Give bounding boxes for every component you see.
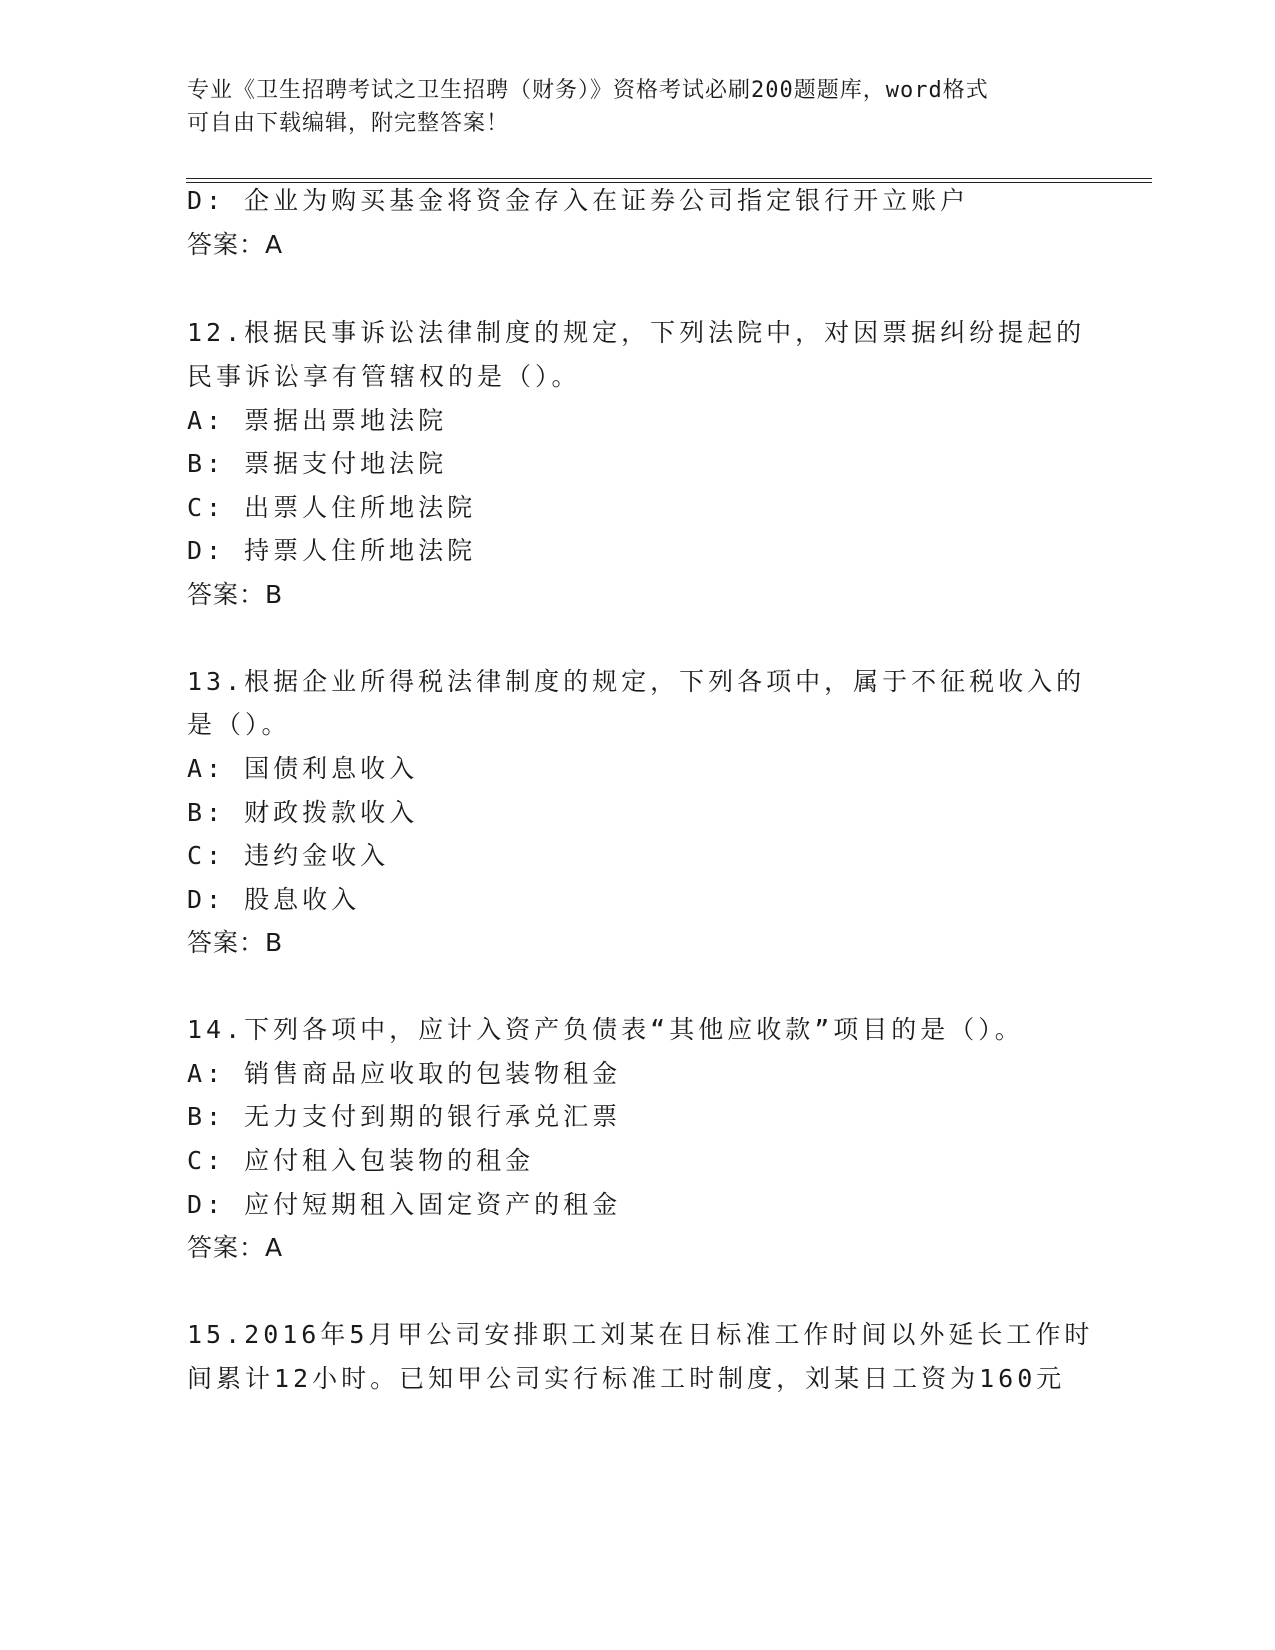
q13-option-a: A: 国债利息收入 [187,754,419,783]
q13-stem-line-1: 13.根据企业所得税法律制度的规定，下列各项中，属于不征税收入的 [187,667,1086,696]
q14-option-a: A: 销售商品应收取的包装物租金 [187,1059,622,1088]
q15-stem-line-2: 间累计12小时。已知甲公司实行标准工时制度，刘某日工资为160元 [187,1364,1066,1393]
q12-stem-line-1: 12.根据民事诉讼法律制度的规定，下列法院中，对因票据纠纷提起的 [187,318,1086,347]
q13-option-c: C: 违约金收入 [187,841,390,870]
q12-stem-line-2: 民事诉讼享有管辖权的是（）。 [187,362,581,391]
header-divider [186,178,1152,183]
q12-option-c: C: 出票人住所地法院 [187,493,477,522]
q14-option-c: C: 应付租入包装物的租金 [187,1146,535,1175]
q12-option-b: B: 票据支付地法院 [187,449,448,478]
q12-option-d: D: 持票人住所地法院 [187,536,477,565]
q13-option-b: B: 财政拨款收入 [187,798,419,827]
q12-answer: 答案：B [187,580,284,609]
q13-option-d: D: 股息收入 [187,885,361,914]
q14-option-d: D: 应付短期租入固定资产的租金 [187,1190,622,1219]
q14-option-b: B: 无力支付到期的银行承兑汇票 [187,1102,622,1131]
header-title-line-2: 可自由下载编辑，附完整答案！ [187,111,510,136]
q12-option-a: A: 票据出票地法院 [187,406,448,435]
document-header [187,74,1067,140]
q14-answer: 答案：A [187,1233,284,1262]
q15-stem-line-1: 15.2016年5月甲公司安排职工刘某在日标准工作时间以外延长工作时 [187,1320,1094,1349]
header-title-line-1: 专业《卫生招聘考试之卫生招聘（财务）》资格考试必刷200题题库，word格式 [187,78,989,103]
prev-answer: 答案：A [187,230,284,259]
q14-stem-line-1: 14.下列各项中，应计入资产负债表“其他应收款”项目的是（）。 [187,1015,1024,1044]
prev-option-d: D: 企业为购买基金将资金存入在证券公司指定银行开立账户 [187,186,970,215]
q13-answer: 答案：B [187,928,284,957]
q13-stem-line-2: 是（）。 [187,710,291,739]
